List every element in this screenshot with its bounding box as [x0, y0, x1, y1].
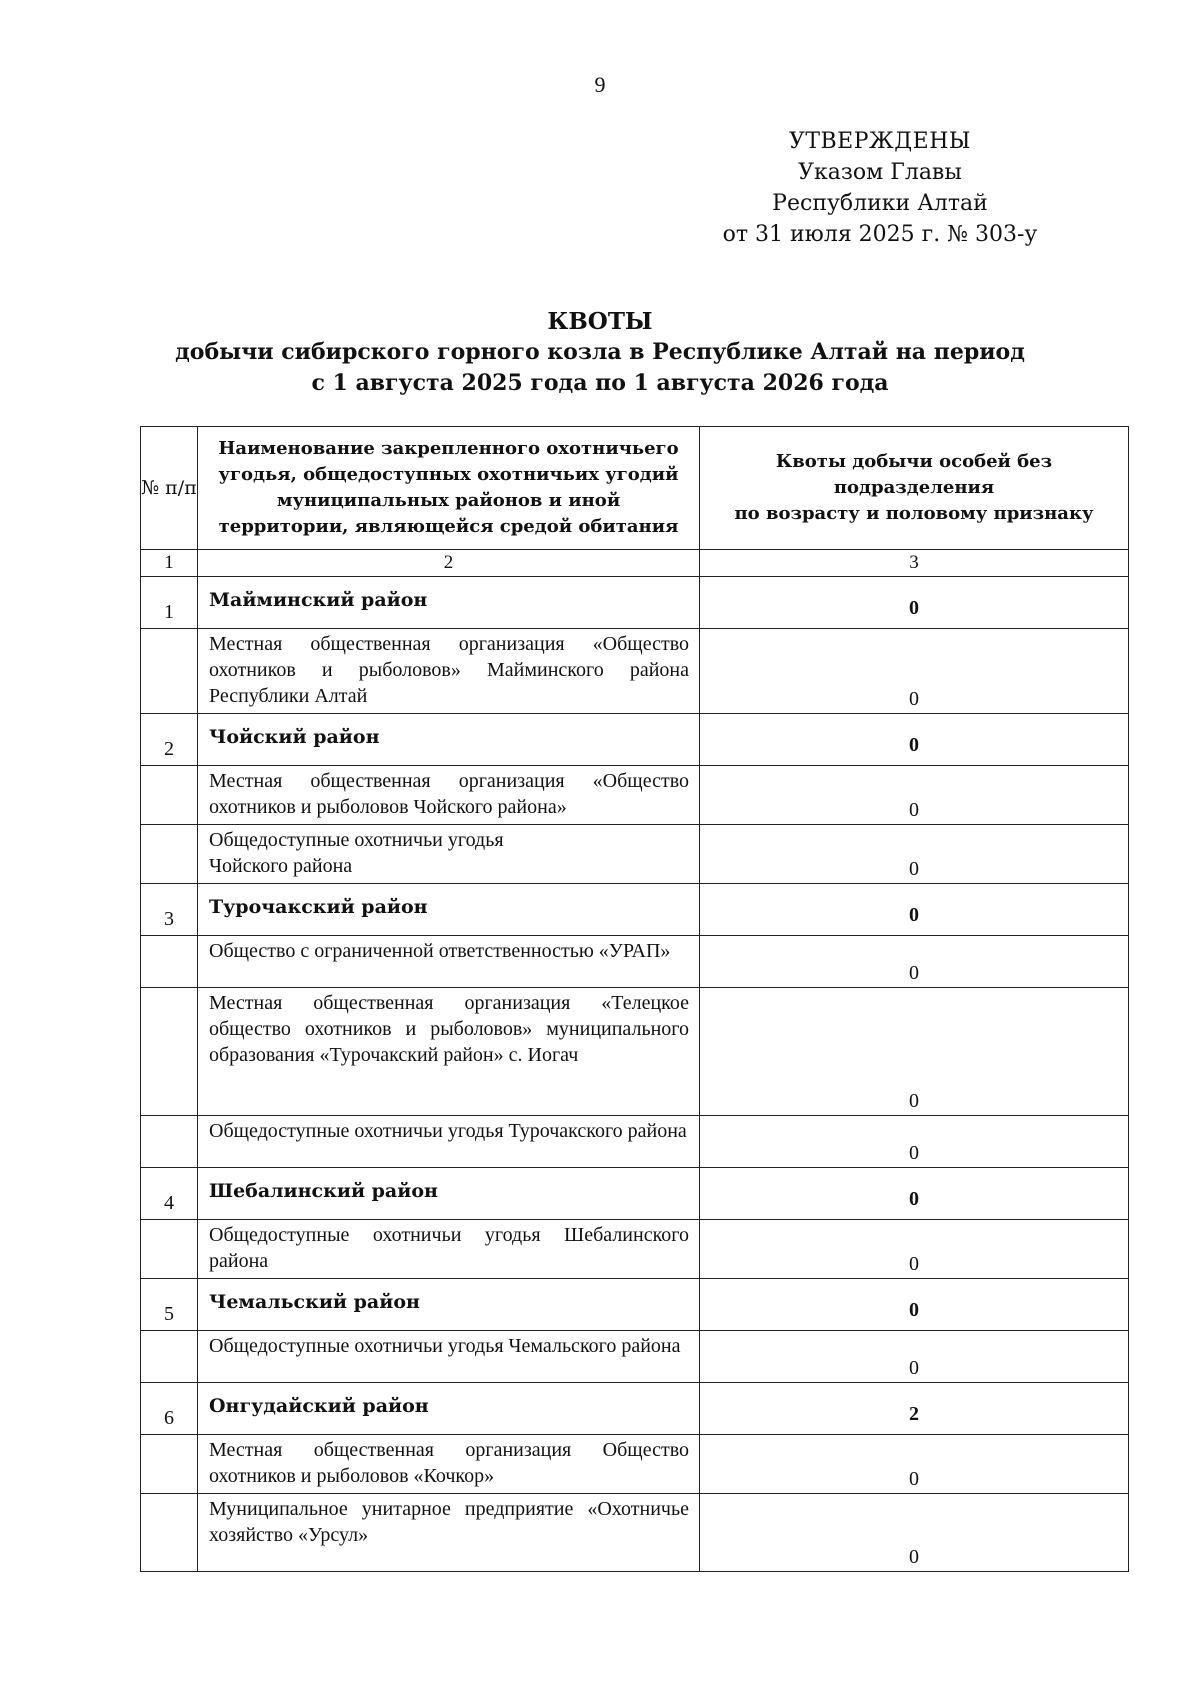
- table-row: [141, 1494, 1129, 1572]
- table-row: [141, 988, 1129, 1116]
- table-row: [141, 1435, 1129, 1494]
- ground-name: Общедоступные охотничьи угодья Турочакского района: [198, 1116, 700, 1168]
- district-quota: 0: [700, 1168, 1129, 1220]
- district-quota: 2: [700, 1383, 1129, 1435]
- ground-quota: 0: [700, 1331, 1129, 1383]
- district-quota: 0: [700, 577, 1129, 629]
- row-number: 6: [141, 1383, 198, 1435]
- ground-name: Местная общественная организация Общество охотников и рыболовов «Кочкор»: [198, 1435, 700, 1494]
- row-number: 5: [141, 1279, 198, 1331]
- ground-name-line-1: Общедоступные охотничьи угодья: [209, 829, 504, 851]
- ground-name: Местная общественная организация «Общество охотников и рыболовов Чойского района»: [198, 766, 700, 825]
- ground-quota: 0: [700, 825, 1129, 884]
- ground-name: Местная общественная организация «Общество охотников и рыболовов» Майминского района Республики Алтай: [198, 629, 700, 714]
- district-name: Шебалинский район: [198, 1168, 700, 1220]
- ground-quota: 0: [700, 988, 1129, 1116]
- ground-quota: 0: [700, 1435, 1129, 1494]
- approval-stamp: [700, 126, 1060, 250]
- ground-quota: 0: [700, 1494, 1129, 1572]
- ground-quota: 0: [700, 629, 1129, 714]
- header-quota: [700, 427, 1129, 550]
- column-number: 3: [700, 550, 1129, 577]
- row-number: [141, 1331, 198, 1383]
- row-number: 4: [141, 1168, 198, 1220]
- row-number: [141, 1435, 198, 1494]
- approval-line-date: от 31 июля 2025 г. № 303-у: [722, 222, 1038, 247]
- title-line-1: КВОТЫ: [547, 308, 653, 335]
- district-name: Турочакский район: [198, 884, 700, 936]
- district-name: Онгудайский район: [198, 1383, 700, 1435]
- header-number: № п/п: [141, 427, 198, 550]
- ground-name: Муниципальное унитарное предприятие «Охотничье хозяйство «Урсул»: [198, 1494, 700, 1572]
- table-row-district: [141, 1383, 1129, 1435]
- quota-table: [140, 426, 1129, 1572]
- column-number-row: [141, 550, 1129, 577]
- header-name-text: Наименование закрепленного охотничьего угодья, общедоступных охотничьих угодий муниципальных районов и иной территории, являющейся средой обитания: [218, 438, 679, 537]
- approval-line-decree: Указом Главы: [798, 160, 962, 185]
- row-number: [141, 1494, 198, 1572]
- row-number: 3: [141, 884, 198, 936]
- ground-name: Общедоступные охотничьи угодья Чемальского района: [198, 1331, 700, 1383]
- ground-quota: 0: [700, 936, 1129, 988]
- table-row: [141, 1116, 1129, 1168]
- row-number: [141, 766, 198, 825]
- table-header-row: [141, 427, 1129, 550]
- table-row: [141, 766, 1129, 825]
- ground-name-line-2: Чойского района: [209, 855, 353, 877]
- row-number: [141, 825, 198, 884]
- table-row: [141, 825, 1129, 884]
- district-name: Чемальский район: [198, 1279, 700, 1331]
- row-number: [141, 1116, 198, 1168]
- approval-heading: УТВЕРЖДЕНЫ: [788, 129, 972, 154]
- ground-name: Общество с ограниченной ответственностью «УРАП»: [198, 936, 700, 988]
- ground-quota: 0: [700, 1116, 1129, 1168]
- title-line-3: с 1 августа 2025 года по 1 августа 2026 года: [311, 370, 889, 396]
- district-quota: 0: [700, 1279, 1129, 1331]
- document-title: [0, 306, 1200, 399]
- ground-quota: 0: [700, 766, 1129, 825]
- ground-name: [198, 825, 700, 884]
- district-name: Чойский район: [198, 714, 700, 766]
- district-quota: 0: [700, 714, 1129, 766]
- table-row-district: [141, 884, 1129, 936]
- district-quota: 0: [700, 884, 1129, 936]
- row-number: 2: [141, 714, 198, 766]
- table-row: [141, 1331, 1129, 1383]
- table-row: [141, 1220, 1129, 1279]
- table-row-district: [141, 577, 1129, 629]
- table-row-district: [141, 1279, 1129, 1331]
- header-name: [198, 427, 700, 550]
- row-number: [141, 988, 198, 1116]
- column-number: 2: [198, 550, 700, 577]
- row-number: [141, 1220, 198, 1279]
- ground-name: Общедоступные охотничьи угодья Шебалинского района: [198, 1220, 700, 1279]
- header-quota-text-a: Квоты добычи особей без подразделения: [775, 451, 1053, 498]
- row-number: [141, 629, 198, 714]
- title-line-2: добычи сибирского горного козла в Республике Алтай на период: [175, 339, 1025, 365]
- table-row: [141, 936, 1129, 988]
- column-number: 1: [141, 550, 198, 577]
- page-number: 9: [594, 72, 606, 97]
- ground-quota: 0: [700, 1220, 1129, 1279]
- ground-name: Местная общественная организация «Телецкое общество охотников и рыболовов» муниципального образования «Турочакский район» с. Иогач: [198, 988, 700, 1116]
- header-quota-text-b: по возрасту и половому признаку: [734, 503, 1094, 524]
- approval-line-republic: Республики Алтай: [772, 191, 988, 216]
- district-name: Майминский район: [198, 577, 700, 629]
- row-number: 1: [141, 577, 198, 629]
- table-row-district: [141, 1168, 1129, 1220]
- table-row-district: [141, 714, 1129, 766]
- row-number: [141, 936, 198, 988]
- table-row: [141, 629, 1129, 714]
